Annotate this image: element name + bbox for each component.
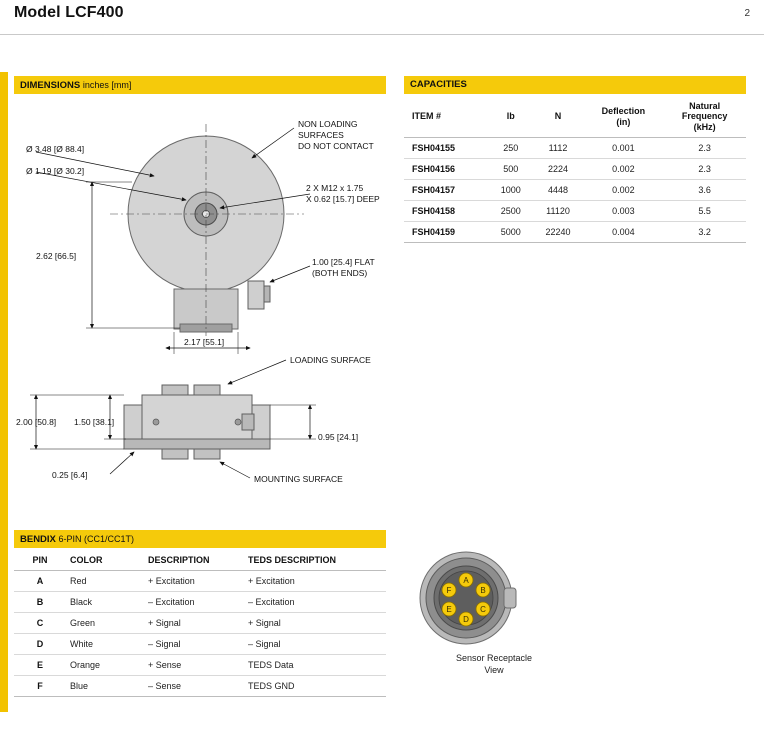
col-frequency-line3: (kHz) xyxy=(693,121,716,132)
label-non-loading-line1: NON LOADING xyxy=(298,119,358,129)
connector-caption xyxy=(404,652,584,676)
cell-item: FSH04157 xyxy=(404,180,489,201)
col-description: DESCRIPTION xyxy=(144,550,244,571)
table-row xyxy=(404,159,746,180)
table-row xyxy=(404,180,746,201)
cell-deflection: 0.002 xyxy=(584,180,664,201)
capacities-header-row xyxy=(404,96,746,138)
bendix-section-header xyxy=(14,530,386,548)
cell-description: + Signal xyxy=(144,613,244,634)
cell-lb: 1000 xyxy=(489,180,532,201)
side-view-drawing xyxy=(30,360,316,478)
label-non-loading-line3: DO NOT CONTACT xyxy=(298,141,374,151)
cell-frequency: 2.3 xyxy=(663,159,746,180)
pin-d-label: D xyxy=(463,615,469,624)
cell-newton: 2224 xyxy=(532,159,583,180)
cell-color: White xyxy=(66,634,144,655)
cell-newton: 4448 xyxy=(532,180,583,201)
dimensions-title: DIMENSIONS xyxy=(20,80,81,91)
top-view-drawing xyxy=(36,124,310,354)
cell-newton: 22240 xyxy=(532,222,583,243)
cell-pin: F xyxy=(14,676,66,697)
cell-lb: 2500 xyxy=(489,201,532,222)
capacities-table-head xyxy=(404,96,746,138)
col-deflection-line1: Deflection xyxy=(601,106,646,117)
label-thread-line1: 2 X M12 x 1.75 xyxy=(306,183,364,193)
pin-e-label: E xyxy=(446,605,452,614)
cell-item: FSH04156 xyxy=(404,159,489,180)
table-row xyxy=(14,634,386,655)
label-height-095: 0.95 [24.1] xyxy=(318,432,359,442)
col-item: ITEM # xyxy=(404,96,489,138)
cell-description: + Sense xyxy=(144,655,244,676)
col-frequency xyxy=(663,96,746,138)
cell-item: FSH04158 xyxy=(404,201,489,222)
dimensions-subtitle: inches [mm] xyxy=(82,80,132,90)
header-divider xyxy=(0,34,764,35)
cell-color: Green xyxy=(66,613,144,634)
col-pin: PIN xyxy=(14,550,66,571)
page-number: 2 xyxy=(744,8,750,19)
cell-color: Red xyxy=(66,571,144,592)
cell-teds: TEDS Data xyxy=(244,655,386,676)
col-lb: lb xyxy=(489,96,532,138)
table-row xyxy=(14,655,386,676)
cell-item: FSH04159 xyxy=(404,222,489,243)
cell-deflection: 0.001 xyxy=(584,138,664,159)
cell-newton: 11120 xyxy=(532,201,583,222)
cell-deflection: 0.002 xyxy=(584,159,664,180)
cell-teds: – Excitation xyxy=(244,592,386,613)
label-mounting-surface: MOUNTING SURFACE xyxy=(254,474,343,484)
cell-description: – Signal xyxy=(144,634,244,655)
label-inner-diameter: Ø 1.19 [Ø 30.2] xyxy=(26,166,85,176)
cell-frequency: 3.6 xyxy=(663,180,746,201)
cell-lb: 5000 xyxy=(489,222,532,243)
connector-caption-line2: View xyxy=(484,665,504,676)
dimensions-section-header xyxy=(14,76,386,94)
table-row xyxy=(14,613,386,634)
cell-frequency: 2.3 xyxy=(663,138,746,159)
col-teds-description: TEDS DESCRIPTION xyxy=(244,550,386,571)
cell-color: Orange xyxy=(66,655,144,676)
cell-description: – Sense xyxy=(144,676,244,697)
cell-teds: + Signal xyxy=(244,613,386,634)
connector-caption-line1: Sensor Receptacle xyxy=(455,653,533,663)
cell-teds: TEDS GND xyxy=(244,676,386,697)
connector-svg xyxy=(404,540,584,660)
label-flat-line1: 1.00 [25.4] FLAT xyxy=(312,257,375,267)
cell-frequency: 3.2 xyxy=(663,222,746,243)
label-non-loading-line2: SURFACES xyxy=(298,130,344,140)
bendix-subtitle: 6-PIN (CC1/CC1T) xyxy=(58,534,135,544)
label-flat-line2: (BOTH ENDS) xyxy=(312,268,368,278)
pin-b-label: B xyxy=(480,586,486,595)
dimension-drawings xyxy=(14,96,386,510)
cell-description: + Excitation xyxy=(144,571,244,592)
cell-item: FSH04155 xyxy=(404,138,489,159)
col-frequency-line2: Frequency xyxy=(681,111,728,122)
label-width-217: 2.17 [55.1] xyxy=(184,337,225,347)
capacities-table xyxy=(404,96,746,243)
table-row xyxy=(404,138,746,159)
label-height-150: 1.50 [38.1] xyxy=(74,417,115,427)
bendix-header-row xyxy=(14,550,386,571)
left-accent-bar xyxy=(0,72,8,712)
cell-color: Black xyxy=(66,592,144,613)
table-row xyxy=(14,592,386,613)
cell-lb: 500 xyxy=(489,159,532,180)
cell-pin: E xyxy=(14,655,66,676)
bendix-title: BENDIX xyxy=(20,534,56,545)
table-row xyxy=(14,571,386,592)
label-height-025: 0.25 [6.4] xyxy=(52,470,88,480)
col-frequency-line1: Natural xyxy=(689,101,721,111)
label-outer-diameter: Ø 3.48 [Ø 88.4] xyxy=(26,144,85,154)
cell-deflection: 0.003 xyxy=(584,201,664,222)
cell-frequency: 5.5 xyxy=(663,201,746,222)
col-deflection xyxy=(584,96,664,138)
cell-pin: D xyxy=(14,634,66,655)
pin-a-label: A xyxy=(463,576,469,585)
cell-description: – Excitation xyxy=(144,592,244,613)
cell-pin: C xyxy=(14,613,66,634)
col-deflection-line2: (in) xyxy=(616,116,631,127)
cell-deflection: 0.004 xyxy=(584,222,664,243)
label-height-262: 2.62 [66.5] xyxy=(36,251,77,261)
cell-teds: – Signal xyxy=(244,634,386,655)
bendix-table-head xyxy=(14,550,386,571)
pin-c-label: C xyxy=(480,605,486,614)
capacities-table-body xyxy=(404,138,746,243)
label-height-200: 2.00 [50.8] xyxy=(16,417,57,427)
cell-color: Blue xyxy=(66,676,144,697)
label-loading-surface: LOADING SURFACE xyxy=(290,355,371,365)
col-newton: N xyxy=(532,96,583,138)
col-color: COLOR xyxy=(66,550,144,571)
table-row xyxy=(404,222,746,243)
cell-pin: A xyxy=(14,571,66,592)
capacities-section-header xyxy=(404,76,746,94)
pin-f-label: F xyxy=(446,586,452,595)
label-thread-line2: X 0.62 [15.7] DEEP xyxy=(306,194,380,204)
cell-teds: + Excitation xyxy=(244,571,386,592)
page-title: Model LCF400 xyxy=(14,4,124,21)
bendix-table-body xyxy=(14,571,386,697)
cell-lb: 250 xyxy=(489,138,532,159)
table-row xyxy=(14,676,386,697)
table-row xyxy=(404,201,746,222)
cell-newton: 1112 xyxy=(532,138,583,159)
capacities-title: CAPACITIES xyxy=(410,79,467,90)
drawing-svg xyxy=(14,96,386,510)
cell-pin: B xyxy=(14,592,66,613)
bendix-table xyxy=(14,550,386,697)
